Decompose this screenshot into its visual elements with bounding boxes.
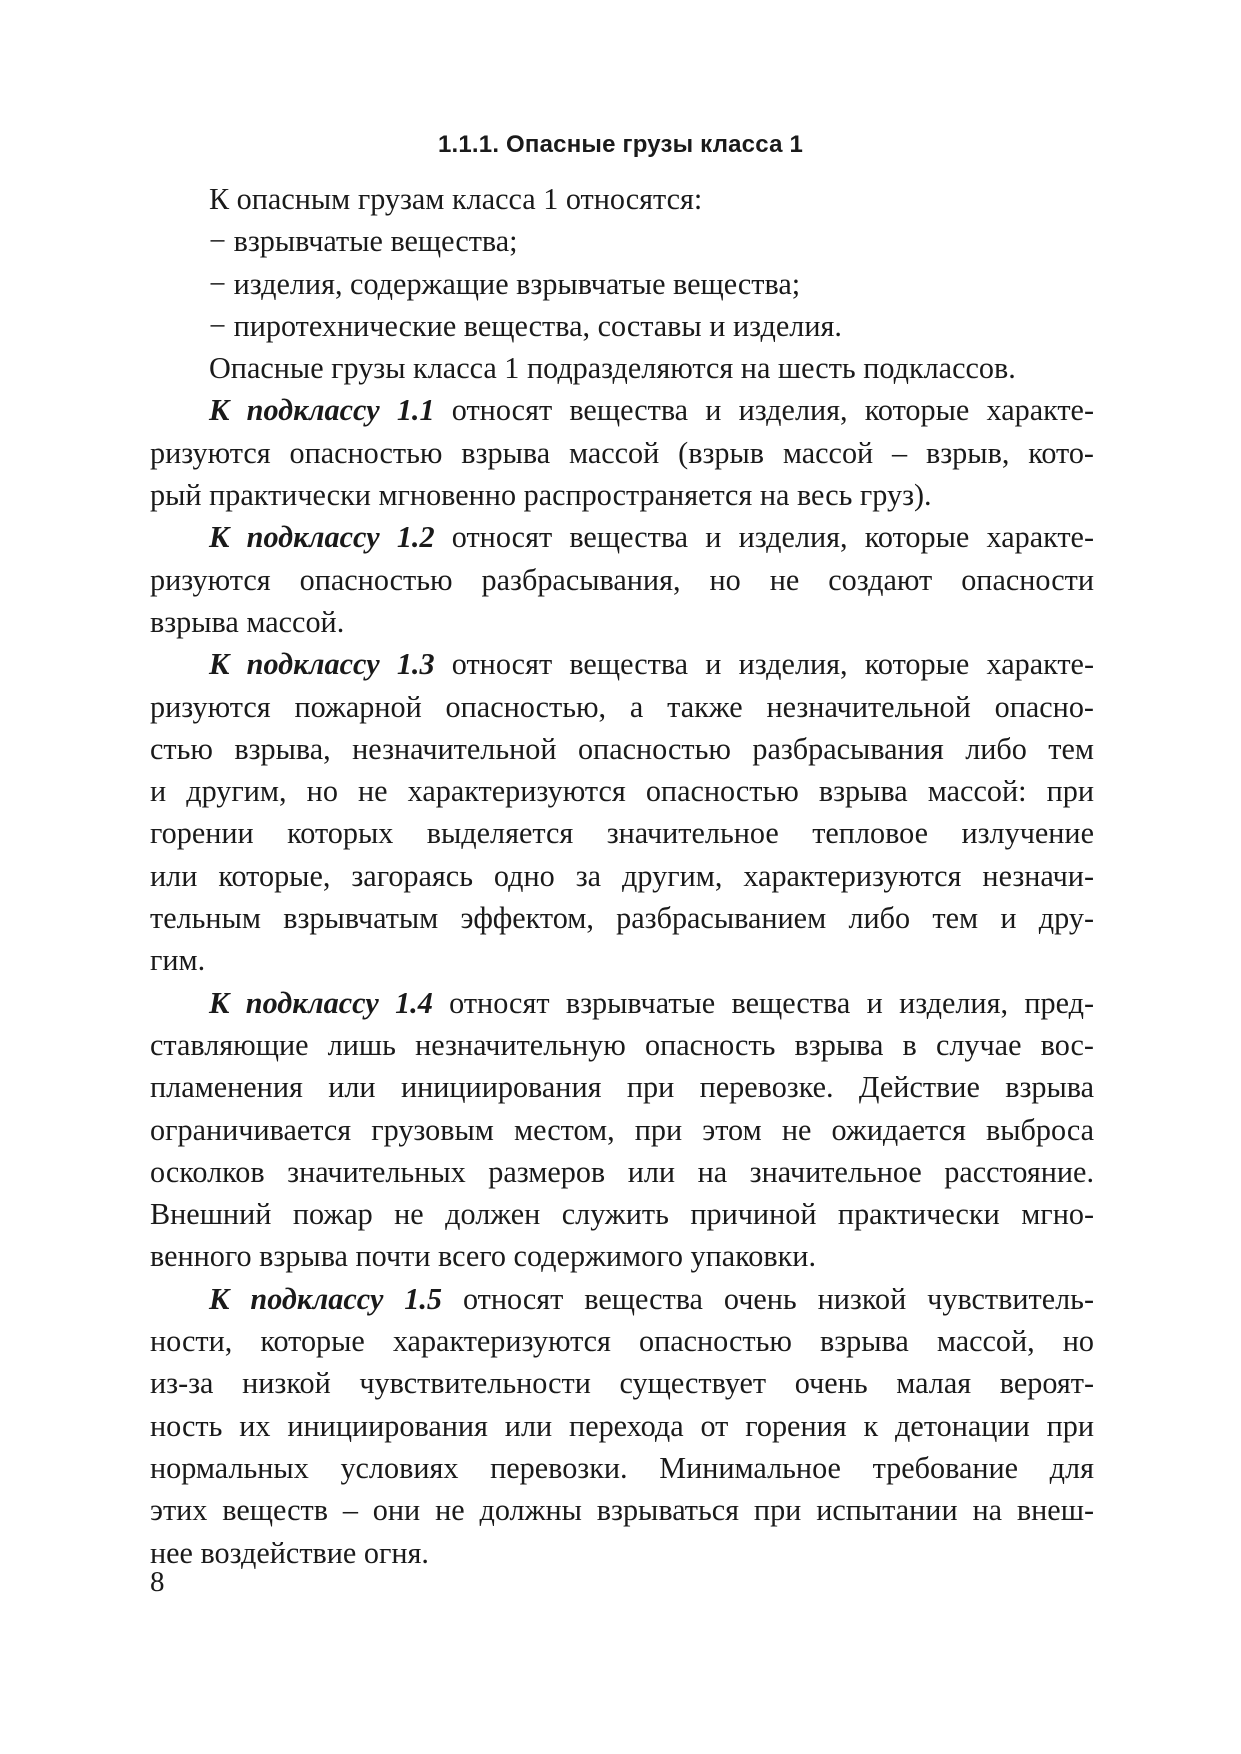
section-heading: 1.1.1. Опасные грузы класса 1 — [437, 131, 804, 158]
paragraph-text: относят вещества очень низкой чувствитель- — [442, 1281, 1094, 1316]
paragraph-line: венного взрыва почти всего содержимого упаковки. — [150, 1239, 817, 1274]
paragraph-line: ризуются пожарной опасностью, а также незначительной опасно- — [150, 689, 1094, 724]
paragraph-line: из-за низкой чувствительности существует очень малая вероят- — [150, 1366, 1094, 1401]
paragraph-line: ставляющие лишь незначительную опасность взрыва в случае вос- — [150, 1027, 1094, 1062]
paragraph-line: Внешний пожар не должен служить причиной практически мгно- — [150, 1197, 1094, 1232]
paragraph-line: этих веществ – они не должны взрываться при испытании на внеш- — [150, 1493, 1094, 1528]
list-item: − пиротехнические вещества, составы и изделия. — [209, 308, 842, 343]
paragraph-line: горении которых выделяется значительное тепловое излучение — [150, 816, 1094, 851]
subclass-label: К подклассу 1.2 — [209, 520, 435, 555]
subclass-label: К подклассу 1.5 — [209, 1281, 443, 1316]
paragraph-line: пламенения или инициирования при перевозке. Действие взрыва — [150, 1070, 1094, 1105]
paragraph-line: ограничивается грузовым местом, при этом не ожидается выброса — [150, 1112, 1094, 1147]
paragraph-line: осколков значительных размеров или на значительное расстояние. — [150, 1154, 1094, 1189]
paragraph-line: ризуются опасностью разбрасывания, но не создают опасности — [150, 562, 1094, 597]
page-number: 8 — [150, 1566, 165, 1598]
paragraph-line: тельным взрывчатым эффектом, разбрасыванием либо тем и дру- — [150, 901, 1094, 936]
paragraph-text: относят вещества и изделия, которые характе- — [434, 520, 1094, 555]
subclass-label: К подклассу 1.1 — [209, 393, 435, 428]
subclass-label: К подклассу 1.3 — [209, 647, 435, 682]
paragraph-text: относят вещества и изделия, которые характе- — [434, 647, 1094, 682]
paragraph-line: ности, которые характеризуются опасностью взрыва массой, но — [150, 1324, 1094, 1359]
paragraph-line: и другим, но не характеризуются опасностью взрыва массой: при — [150, 774, 1094, 809]
paragraph-line: нее воздействие огня. — [150, 1535, 429, 1570]
list-item: − изделия, содержащие взрывчатые вещества; — [209, 266, 801, 301]
paragraph-line: рый практически мгновенно распространяется на весь груз). — [150, 478, 932, 513]
paragraph-line: стью взрыва, незначительной опасностью разбрасывания либо тем — [150, 731, 1094, 766]
paragraph-text: относят взрывчатые вещества и изделия, пред- — [432, 985, 1095, 1020]
paragraph-line: гим. — [150, 943, 206, 978]
list-item: − взрывчатые вещества; — [209, 224, 518, 259]
paragraph-text: относят вещества и изделия, которые характе- — [434, 393, 1094, 428]
paragraph-line: ность их инициирования или перехода от горения к детонации при — [150, 1408, 1094, 1443]
intro-lead: К опасным грузам класса 1 относятся: — [209, 182, 703, 216]
body-text — [150, 178, 1094, 1574]
subclass-paragraph-first-line — [150, 982, 1094, 1024]
subclass-paragraph-first-line — [150, 1278, 1094, 1320]
paragraph-line: ризуются опасностью взрыва массой (взрыв массой – взрыв, кото- — [150, 435, 1094, 470]
subclass-paragraph-first-line — [150, 389, 1094, 431]
division-note: Опасные грузы класса 1 подразделяются на шесть подклассов. — [209, 351, 1016, 386]
subclass-paragraph-first-line — [150, 516, 1094, 558]
paragraph-line: нормальных условиях перевозки. Минимальное требование для — [150, 1450, 1094, 1485]
subclass-label: К подклассу 1.4 — [209, 985, 433, 1020]
subclass-paragraph-first-line — [150, 643, 1094, 685]
paragraph-line: или которые, загораясь одно за другим, характеризуются незначи- — [150, 858, 1094, 893]
paragraph-line: взрыва массой. — [150, 604, 345, 639]
